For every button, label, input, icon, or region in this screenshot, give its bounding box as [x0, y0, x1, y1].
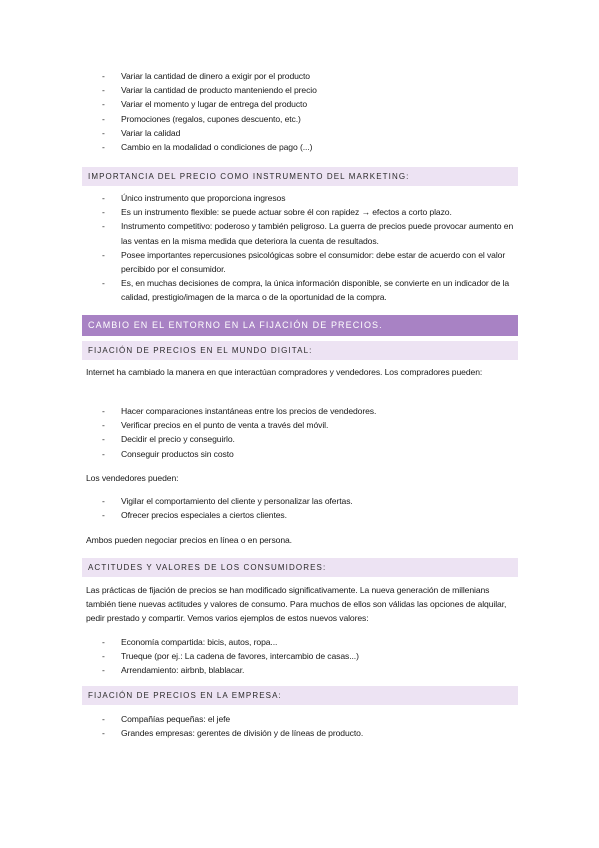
list-item: - Es un instrumento flexible: se puede actuar sobre él con rapidez → efectos a corto plazo.: [86, 205, 518, 219]
section-heading-importancia: IMPORTANCIA DEL PRECIO COMO INSTRUMENTO DEL MARKETING:: [82, 167, 518, 186]
list-item: - Compañías pequeñas: el jefe: [86, 712, 518, 726]
vendedores-intro: Los vendedores pueden:: [86, 473, 179, 483]
list-item: - Economía compartida: bicis, autos, ropa...: [86, 635, 518, 649]
actitudes-intro: Las prácticas de fijación de precios se han modificado significativamente. La nueva generación de millenians también tiene nuevas actitudes y valores de consumo. Para muchos de ellos son válidas las opciones de alquilar, pedir prestado y compartir. Vemos varios ejemplos de estos nuevos valores:: [86, 585, 507, 624]
empresa-list-wrap: [86, 712, 518, 740]
pricing-actions-list: [86, 69, 518, 154]
importancia-list: [86, 191, 518, 305]
section-heading-empresa: FIJACIÓN DE PRECIOS EN LA EMPRESA:: [82, 686, 518, 705]
list-item: - Verificar precios en el punto de venta a través del móvil.: [86, 418, 518, 432]
list-item: - Trueque (por ej.: La cadena de favores, intercambio de casas...): [86, 649, 518, 663]
vendedores-list-wrap: [86, 494, 518, 522]
list-item: - Grandes empresas: gerentes de división y de líneas de producto.: [86, 726, 518, 740]
list-item: - Vigilar el comportamiento del cliente y personalizar las ofertas.: [86, 494, 518, 508]
list-item: - Variar la calidad: [86, 126, 518, 140]
actitudes-list: [86, 635, 518, 678]
list-item: - Cambio en la modalidad o condiciones de pago (...): [86, 140, 518, 154]
list-item: - Es, en muchas decisiones de compra, la única información disponible, se convierte en un indicador de la calidad, prestigio/imagen de la marca o de la oportunidad de la compra.: [86, 276, 518, 304]
list-item: - Variar el momento y lugar de entrega del producto: [86, 97, 518, 111]
list-item: - Único instrumento que proporciona ingresos: [86, 191, 518, 205]
compradores-list: [86, 404, 518, 461]
list-item: - Hacer comparaciones instantáneas entre los precios de vendedores.: [86, 404, 518, 418]
compradores-list-wrap: [86, 404, 518, 461]
list-item: - Variar la cantidad de producto manteniendo el precio: [86, 83, 518, 97]
list-item: - Ofrecer precios especiales a ciertos clientes.: [86, 508, 518, 522]
top-list: [86, 69, 518, 154]
list-item: - Instrumento competitivo: poderoso y también peligroso. La guerra de precios puede provocar aumento en las ventas en la misma medida que deteriora la cuenta de resultados.: [86, 219, 518, 247]
importancia-list-wrap: [86, 191, 518, 305]
list-item: - Decidir el precio y conseguirlo.: [86, 432, 518, 446]
digital-intro: Internet ha cambiado la manera en que interactúan compradores y vendedores. Los compradores pueden:: [86, 367, 483, 377]
list-item: - Promociones (regalos, cupones descuento, etc.): [86, 112, 518, 126]
vendedores-list: [86, 494, 518, 522]
actitudes-list-wrap: [86, 635, 518, 678]
section-heading-actitudes: ACTITUDES Y VALORES DE LOS CONSUMIDORES:: [82, 558, 518, 577]
list-item: - Conseguir productos sin costo: [86, 447, 518, 461]
list-item: - Posee importantes repercusiones psicológicas sobre el consumidor: debe estar de acuerdo con el valor percibido por el consumidor.: [86, 248, 518, 276]
list-item: - Arrendamiento: airbnb, blablacar.: [86, 663, 518, 677]
ambos-text: Ambos pueden negociar precios en línea o en persona.: [86, 535, 292, 545]
section-heading-digital: FIJACIÓN DE PRECIOS EN EL MUNDO DIGITAL:: [82, 341, 518, 360]
empresa-list: [86, 712, 518, 740]
section-heading-cambio: CAMBIO EN EL ENTORNO EN LA FIJACIÓN DE PRECIOS.: [82, 315, 518, 336]
list-item: - Variar la cantidad de dinero a exigir por el producto: [86, 69, 518, 83]
